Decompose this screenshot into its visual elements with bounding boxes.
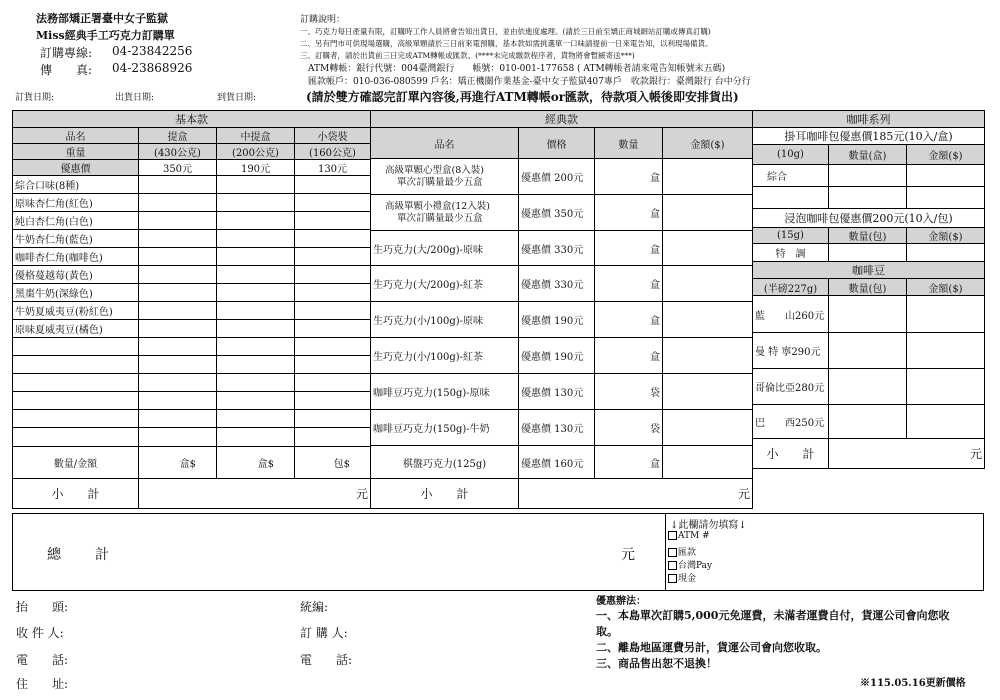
- classic-item-name: 生巧克力(小/100g)-原味: [371, 302, 519, 338]
- qty-cell[interactable]: [217, 320, 295, 338]
- promo-title: 優惠辦法：: [596, 596, 646, 607]
- table-row: [13, 248, 371, 266]
- qty-cell[interactable]: [295, 230, 371, 248]
- address-field[interactable]: 住 址:: [16, 677, 69, 691]
- classic-item-name: 咖啡豆巧克力(150g)-原味: [371, 374, 519, 410]
- table-row: [753, 165, 985, 187]
- table-row: [371, 410, 753, 446]
- pay-option-cash[interactable]: [668, 571, 696, 584]
- qty-cell[interactable]: [217, 230, 295, 248]
- table-row: [13, 338, 371, 356]
- classic-subtotal-value[interactable]: 元: [519, 479, 753, 509]
- pay-option-taiwanpay[interactable]: [668, 558, 712, 571]
- qty-cell[interactable]: [139, 176, 217, 194]
- qty-cell[interactable]: [139, 266, 217, 284]
- qty-cell[interactable]: [295, 248, 371, 266]
- basic-col-midbox: 中提盒: [217, 128, 295, 144]
- coffee-subtotal-label: 小 計: [753, 439, 829, 469]
- arrive-date-label: 到貨日期:: [217, 93, 257, 103]
- note-line-1: 一、巧克力每日產量有限，訂購時工作人員將會告知出貨日，並由依進度處理。(請於三日前至矯正商城網站訂購或傳真訂購): [300, 27, 711, 36]
- amount-cell[interactable]: [907, 165, 985, 187]
- classic-item-unit[interactable]: 盒: [595, 231, 663, 266]
- ship-date-label: 出貨日期:: [115, 93, 155, 103]
- basic-col-name: 品名: [13, 128, 139, 144]
- fax-number: 04-23868926: [112, 61, 193, 75]
- amount-cell[interactable]: [663, 410, 753, 446]
- classic-col-price: 價格: [519, 128, 595, 159]
- basic-item: 優格蔓越莓(黃色): [13, 266, 139, 284]
- qty-cell[interactable]: [217, 176, 295, 194]
- amount-cell[interactable]: [663, 374, 753, 410]
- amount-cell[interactable]: [663, 266, 753, 302]
- table-row: [13, 284, 371, 302]
- qty-cell[interactable]: [829, 165, 907, 187]
- coffee-subtotal-value[interactable]: 元: [829, 439, 985, 469]
- table-row: [371, 446, 753, 479]
- pay-option-label: ATM #: [678, 531, 710, 541]
- amount-cell[interactable]: [663, 446, 753, 479]
- table-row: [13, 176, 371, 194]
- order-date-label: 訂貨日期:: [15, 93, 55, 103]
- qty-cell[interactable]: [829, 296, 907, 333]
- qty-cell[interactable]: [139, 248, 217, 266]
- qty-cell[interactable]: [139, 302, 217, 320]
- basic-section-title: 基本款: [13, 111, 371, 128]
- table-row: [371, 374, 753, 410]
- classic-item-note: 單次訂購量最少五盒: [397, 212, 483, 224]
- weight-bag: (160公克): [295, 144, 371, 160]
- qty-cell[interactable]: [217, 284, 295, 302]
- table-row: [371, 266, 753, 302]
- table-row: [371, 195, 753, 231]
- grand-total-label: 總 計: [47, 547, 111, 563]
- table-row: [753, 244, 985, 262]
- checkbox-icon[interactable]: [668, 531, 677, 540]
- bean-item: 曼 特 寧290元: [753, 333, 829, 369]
- confirm-note: (請於雙方確認完訂單內容後,再進行ATM轉帳or匯款，待款項入帳後即安排貨出): [306, 90, 739, 104]
- basic-qty-box[interactable]: 盒$: [139, 447, 217, 479]
- drip-title: 掛耳咖啡包優惠價185元(10入/盒): [753, 128, 985, 145]
- classic-subtotal-label: 小 計: [371, 479, 519, 509]
- qty-cell[interactable]: [829, 369, 907, 405]
- price-bag: 130元: [295, 160, 371, 176]
- basic-item: 牛奶杏仁角(藍色): [13, 230, 139, 248]
- weight-box: (430公克): [139, 144, 217, 160]
- classic-item-unit[interactable]: 盒: [595, 266, 663, 302]
- bean-col-amount: 金額($): [907, 279, 985, 296]
- price-label: 優惠價: [13, 160, 139, 176]
- table-row: [13, 392, 371, 410]
- table-row: [753, 405, 985, 439]
- payment-title: ↓此欄請勿填寫↓: [670, 520, 747, 531]
- amount-cell[interactable]: [907, 296, 985, 333]
- qty-cell[interactable]: [217, 302, 295, 320]
- amount-cell[interactable]: [907, 244, 985, 262]
- weight-midbox: (200公克): [217, 144, 295, 160]
- classic-item-note: 單次訂購量最少五盒: [397, 176, 483, 188]
- qty-cell[interactable]: [139, 194, 217, 212]
- orderer-phone-field[interactable]: 電 話:: [300, 653, 353, 667]
- table-row: [371, 159, 753, 195]
- table-row: [13, 230, 371, 248]
- qty-cell[interactable]: [295, 266, 371, 284]
- grand-total-unit: 元: [621, 547, 635, 563]
- coffee-table: [752, 110, 985, 469]
- table-row: [13, 194, 371, 212]
- checkbox-icon[interactable]: [668, 561, 677, 570]
- qty-cell[interactable]: [217, 212, 295, 230]
- basic-subtotal-label: 小 計: [13, 479, 139, 509]
- bean-title: 咖啡豆: [753, 262, 985, 279]
- qty-cell[interactable]: [217, 266, 295, 284]
- promo-line-1: 一、本島單次訂購5,000元免運費，未滿者運費自付，貨運公司會向您收: [596, 609, 950, 622]
- classic-item-price: 優惠價 160元: [519, 446, 595, 479]
- buyer-title-field[interactable]: 抬 頭:: [16, 600, 69, 614]
- basic-col-bag: 小袋裝: [295, 128, 371, 144]
- basic-item: 原味杏仁角(紅色): [13, 194, 139, 212]
- promo-line-3: 三、商品售出恕不退換！: [596, 657, 717, 670]
- note-line-3: 三、訂購者，請於出貨前三日完成ATM轉帳或匯款。(****未完成繳款程序者，貨物將會暫緩寄送***): [300, 51, 635, 60]
- qty-cell[interactable]: [139, 320, 217, 338]
- bean-item: 巴 西250元: [753, 405, 829, 439]
- recipient-phone-field[interactable]: 電 話:: [16, 653, 69, 667]
- table-row: [13, 410, 371, 428]
- qty-cell[interactable]: [295, 194, 371, 212]
- drip-col-amount: 金額($): [907, 145, 985, 165]
- form-title: Miss經典手工巧克力訂購單: [36, 29, 175, 42]
- classic-item-price: 優惠價 130元: [519, 374, 595, 410]
- basic-item: 原味夏威夷豆(橘色): [13, 320, 139, 338]
- table-row: [371, 231, 753, 266]
- pay-option-label: 現金: [678, 574, 697, 584]
- table-row: [13, 212, 371, 230]
- table-row: [13, 266, 371, 284]
- classic-item-unit[interactable]: 盒: [595, 195, 663, 231]
- fax-label: 傳 真:: [40, 63, 93, 77]
- qty-cell[interactable]: [829, 333, 907, 369]
- recipient-field[interactable]: 收 件 人:: [16, 626, 64, 640]
- table-row: [753, 333, 985, 369]
- classic-item-name: 生巧克力(大/200g)-原味: [371, 231, 519, 266]
- classic-item-price: 優惠價 130元: [519, 410, 595, 446]
- classic-item: [371, 195, 519, 231]
- basic-item: 純白杏仁角(白色): [13, 212, 139, 230]
- table-row: [13, 356, 371, 374]
- classic-item-unit[interactable]: 盒: [595, 446, 663, 479]
- weight-label: 重量: [13, 144, 139, 160]
- atm-info: ATM轉帳：銀行代號：004臺灣銀行 帳號：010-001-177658 ( ATM轉帳者請來電告知帳號末五碼): [308, 64, 726, 74]
- classic-item-price: 優惠價 330元: [519, 231, 595, 266]
- classic-section-title: 經典款: [371, 111, 753, 128]
- classic-table: [370, 110, 753, 509]
- pay-option-label: 台灣Pay: [678, 561, 713, 571]
- note-line-2: 二、另有門市可供現場選購，高級單顆請於三日前來電預購，基本款如需挑選單一口味請提前一日來電告知，以利現場備貨。: [300, 39, 713, 48]
- steep-col-size: (15g): [753, 228, 829, 244]
- table-row: [753, 296, 985, 333]
- coffee-section-title: 咖啡系列: [753, 111, 985, 128]
- qty-cell[interactable]: [829, 405, 907, 439]
- classic-item-price: 優惠價 200元: [519, 159, 595, 195]
- basic-item: 綜合口味(8種): [13, 176, 139, 194]
- amount-cell[interactable]: [907, 333, 985, 369]
- pay-option-remit[interactable]: [668, 545, 696, 558]
- bean-item: 藍 山260元: [753, 296, 829, 333]
- qty-cell[interactable]: [295, 212, 371, 230]
- checkbox-icon[interactable]: [668, 574, 677, 583]
- classic-item-unit[interactable]: 盒: [595, 159, 663, 195]
- classic-item-unit[interactable]: 盒: [595, 338, 663, 374]
- basic-table: [12, 110, 371, 509]
- hotline-label: 訂購專線:: [40, 46, 93, 60]
- amount-cell[interactable]: [907, 405, 985, 439]
- classic-item-name: 咖啡豆巧克力(150g)-牛奶: [371, 410, 519, 446]
- bean-col-qty: 數量(包): [829, 279, 907, 296]
- table-row: [13, 320, 371, 338]
- qty-cell[interactable]: [217, 194, 295, 212]
- classic-item-price: 優惠價 190元: [519, 302, 595, 338]
- steep-title: 浸泡咖啡包優惠價200元(10入/包): [753, 209, 985, 228]
- table-row: [13, 428, 371, 447]
- checkbox-icon[interactable]: [668, 548, 677, 557]
- classic-col-amount: 金額($): [663, 128, 753, 159]
- qty-cell[interactable]: [295, 302, 371, 320]
- payment-box: [665, 513, 984, 591]
- pay-option-label: 匯款: [678, 548, 697, 558]
- qty-cell[interactable]: [295, 284, 371, 302]
- table-row: [371, 338, 753, 374]
- classic-item-unit[interactable]: 袋: [595, 410, 663, 446]
- basic-qty-midbox[interactable]: 盒$: [217, 447, 295, 479]
- amount-cell[interactable]: [663, 231, 753, 266]
- bean-col-size: (半磅227g): [753, 279, 829, 296]
- amount-cell[interactable]: [663, 302, 753, 338]
- promo-line-1b: 取。: [596, 625, 618, 638]
- org-name: 法務部矯正署臺中女子監獄: [36, 12, 168, 25]
- amount-cell[interactable]: [907, 369, 985, 405]
- bean-item: 哥倫比亞280元: [753, 369, 829, 405]
- notes-title: 訂購說明：: [300, 15, 346, 25]
- basic-item: 咖啡杏仁角(咖啡色): [13, 248, 139, 266]
- steep-col-qty: 數量(包): [829, 228, 907, 244]
- basic-qty-label: 數量/金額: [13, 447, 139, 479]
- tax-id-field[interactable]: 統編:: [300, 600, 329, 614]
- classic-col-qty: 數量: [595, 128, 663, 159]
- qty-cell[interactable]: [139, 284, 217, 302]
- price-midbox: 190元: [217, 160, 295, 176]
- qty-cell[interactable]: [139, 212, 217, 230]
- classic-item-name: 棋盤巧克力(125g): [371, 446, 519, 479]
- classic-item-name: 生巧克力(小/100g)-紅茶: [371, 338, 519, 374]
- price-box: 350元: [139, 160, 217, 176]
- qty-cell[interactable]: [295, 176, 371, 194]
- grand-total-box[interactable]: [12, 513, 666, 591]
- basic-item: 黑棗牛奶(深綠色): [13, 284, 139, 302]
- qty-cell[interactable]: [217, 248, 295, 266]
- drip-col-qty: 數量(盒): [829, 145, 907, 165]
- classic-item-unit[interactable]: 袋: [595, 374, 663, 410]
- classic-item-name: 高級單顆心型盒(8入裝): [385, 164, 484, 176]
- steep-item: 特 調: [753, 244, 829, 262]
- promo-line-2: 二、離島地區運費另計，貨運公司會向您收取。: [596, 641, 827, 654]
- pay-option-atm[interactable]: [668, 531, 710, 541]
- basic-item: 牛奶夏威夷豆(粉紅色): [13, 302, 139, 320]
- classic-item-unit[interactable]: 盒: [595, 302, 663, 338]
- classic-item-name: 高級單顆小禮盒(12入裝): [385, 200, 491, 212]
- price-update-note: ※115.05.16更新價格: [860, 678, 966, 689]
- amount-cell[interactable]: [663, 159, 753, 195]
- hotline-number: 04-23842256: [112, 44, 193, 58]
- qty-cell[interactable]: [295, 320, 371, 338]
- qty-cell[interactable]: [139, 230, 217, 248]
- classic-item-name: 生巧克力(大/200g)-紅茶: [371, 266, 519, 302]
- table-row: [371, 302, 753, 338]
- qty-cell[interactable]: [829, 244, 907, 262]
- classic-item: [371, 159, 519, 195]
- amount-cell[interactable]: [663, 195, 753, 231]
- classic-item-price: 優惠價 350元: [519, 195, 595, 231]
- drip-col-size: (10g): [753, 145, 829, 165]
- drip-item: 綜合: [753, 165, 829, 187]
- basic-qty-bag[interactable]: 包$: [295, 447, 371, 479]
- table-row: [753, 369, 985, 405]
- orderer-field[interactable]: 訂 購 人:: [300, 626, 348, 640]
- classic-item-price: 優惠價 330元: [519, 266, 595, 302]
- steep-col-amount: 金額($): [907, 228, 985, 244]
- remit-info: 匯款帳戶：010-036-080599 戶名：矯正機關作業基金-臺中女子監獄407專戶 收款銀行：臺灣銀行 台中分行: [308, 77, 751, 87]
- amount-cell[interactable]: [663, 338, 753, 374]
- table-row: [13, 374, 371, 392]
- classic-item-price: 優惠價 190元: [519, 338, 595, 374]
- classic-col-name: 品名: [371, 128, 519, 159]
- basic-subtotal-value[interactable]: 元: [139, 479, 371, 509]
- basic-col-box: 提盒: [139, 128, 217, 144]
- table-row: [13, 302, 371, 320]
